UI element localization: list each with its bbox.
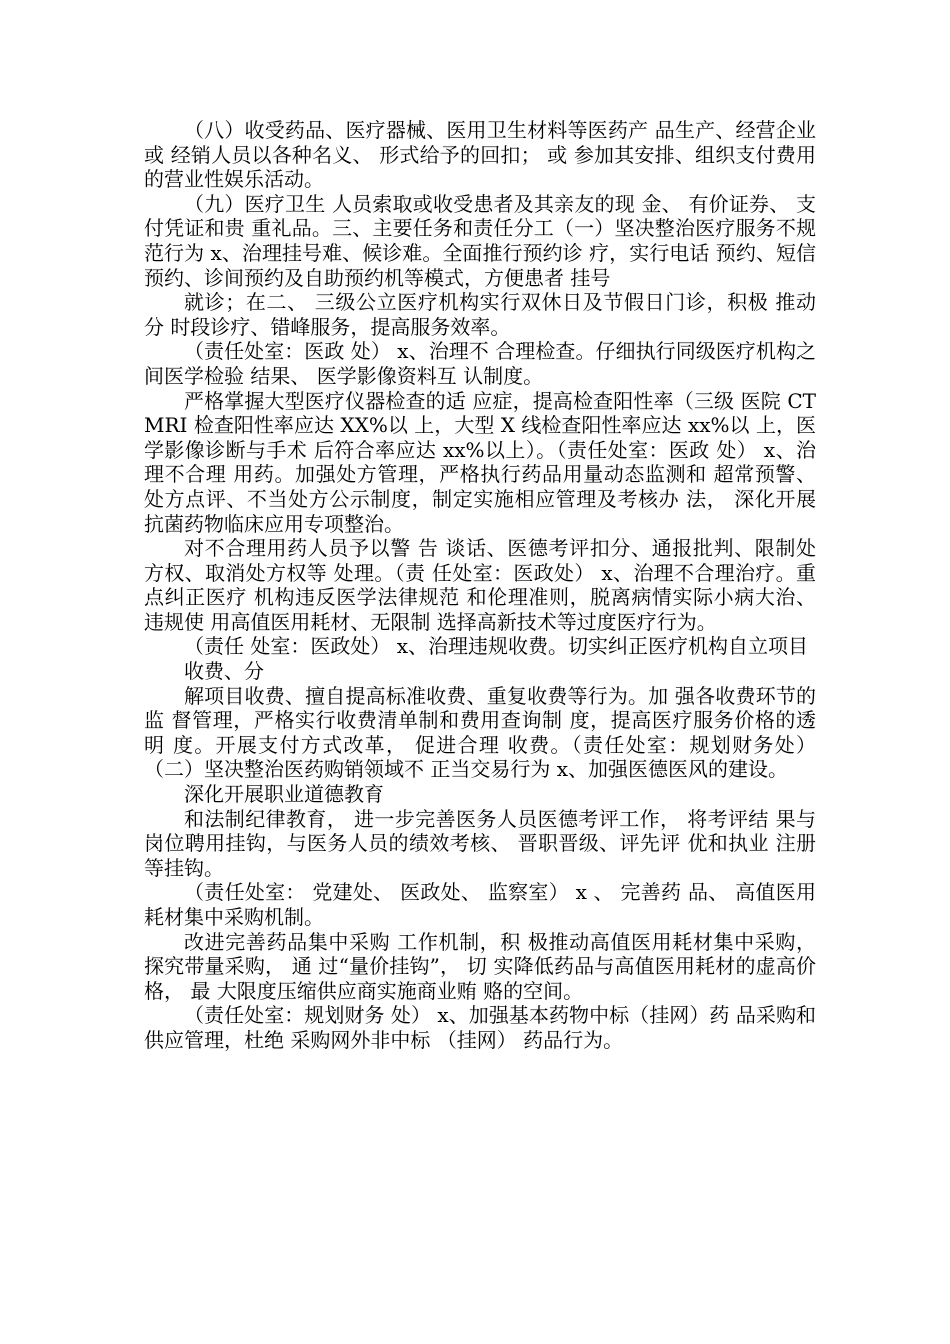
paragraph-inspection: （责任处室：医政 处） x、治理不 合理检查。仔细执行同级医疗机构之间医学检验 结果、 医学影像资料互 认制度。	[144, 339, 816, 388]
paragraph-fees: （责任 处室：医政处） x、治理违规收费。切实纠正医疗机构自立项目	[184, 634, 808, 659]
paragraph-basic-drugs: （责任处室：规划财务 处） x、加强基本药物中标（挂网）药 品采购和供应管理，杜绝 采购网外非中标 （挂网） 药品行为。	[144, 1003, 816, 1052]
paragraph-outpatient: 就诊；在二、 三级公立医疗机构实行双休日及节假日门诊，积极 推动分 时段诊疗、错峰服务，提高服务效率。	[144, 290, 816, 339]
paragraph-procurement: （责任处室： 党建处、 医政处、 监察室） x 、 完善药 品、 高值医用耗材集中采购机制。	[144, 880, 816, 929]
document-body	[144, 118, 816, 1053]
paragraph-medication: 对不合理用药人员予以警 告 谈话、医德考评扣分、通报批判、限制处方权、取消处方权等 处理。（责 任处室：医政处） x、治理不合理治疗。重点纠正医疗 机构违反医学法律规范 和伦理准则，脱离病情实际小病大治、 违规使 用高值医用耗材、无限制 选择高新技术等过度医疗行为。	[144, 536, 816, 634]
paragraph-fee-items: 解项目收费、擅自提高标准收费、重复收费等行为。加 强各收费环节的监 督管理，严格实行收费清单制和费用查询制 度，提高医疗服务价格的透明 度。开展支付方式改革， 促进合理 收费。（责任处室：规划财务处） （二）坚决整治医药购销领域不 正当交易行为 x、加强医德医风的建设。	[144, 683, 816, 782]
paragraph-9: （九）医疗卫生 人员索取或收受患者及其亲友的现 金、 有价证券、 支付凭证和贵 重礼品。三、主要任务和责任分工（一）坚决整治医疗服务不规 范行为 x、治理挂号难、候诊难。全面推行预约诊 疗，实行电话 预约、短信预约、诊间预约及自助预约机等模式，方便患者 挂号	[144, 191, 816, 290]
paragraph-ethics: 深化开展职业道德教育	[184, 782, 384, 807]
paragraph-fees-split: 收费、分	[184, 659, 264, 684]
paragraph-equipment: 严格掌握大型医疗仪器检查的适 应症，提高检查阳性率（三级 医院 CT MRI 检查阳性率应达 XX%以 上，大型 X 线检查阳性率应达 xx%以 上，医学影像诊断与手术 后符合率应达 xx%以上）。（责任处室：医政 处） x、治理不合理 用药。加强处方管理，严格执行药品用量动态监测和 超常预警、 处方点评、不当处方公示制度，制定实施相应管理及考核办 法， 深化开展抗菌药物临床应用专项整治。	[144, 388, 816, 536]
paragraph-discipline: 和法制纪律教育， 进一步完善医务人员医德考评工作， 将考评结 果与岗位聘用挂钩，与医务人员的绩效考核、 晋职晋级、评先评 优和执业 注册等挂钩。	[144, 806, 816, 880]
paragraph-8: （八）收受药品、医疗器械、医用卫生材料等医药产 品生产、经营企业或 经销人员以各种名义、 形式给予的回扣； 或 参加其安排、组织支付费用 的营业性娱乐活动。	[144, 118, 816, 192]
paragraph-improvement: 改进完善药品集中采购 工作机制，积 极推动高值医用耗材集中采购， 探究带量采购， 通 过“量价挂钩”， 切 实降低药品与高值医用耗材的虚高价格， 最 大限度压缩供应商实施商业贿 赂的空间。	[144, 929, 816, 1003]
